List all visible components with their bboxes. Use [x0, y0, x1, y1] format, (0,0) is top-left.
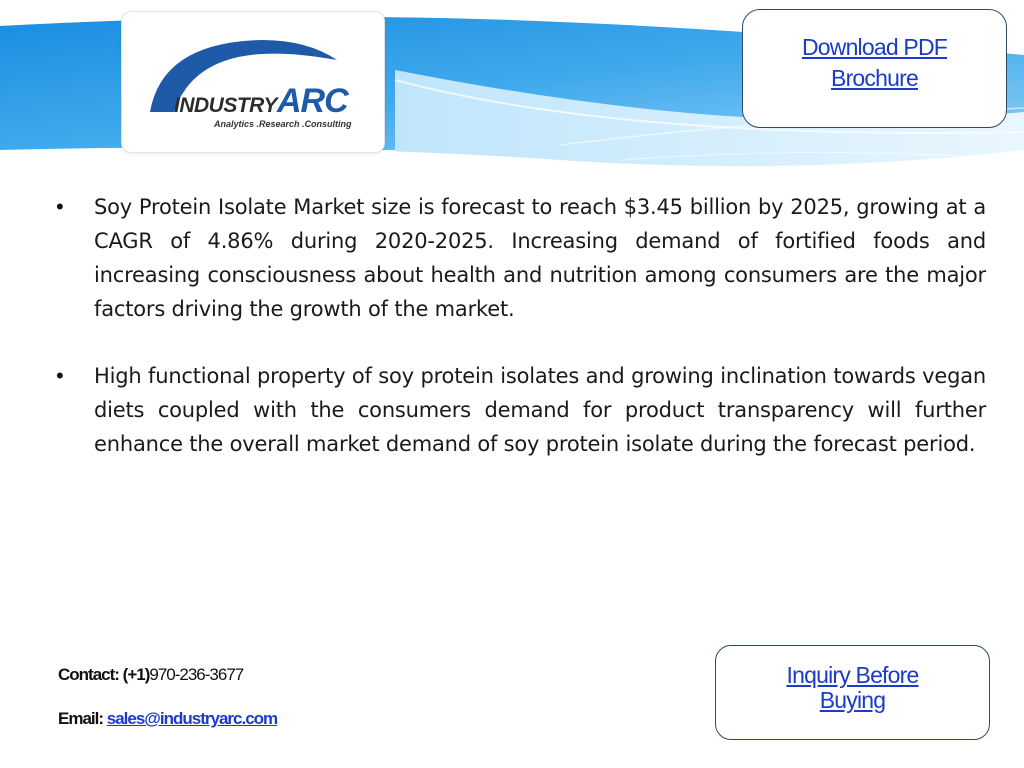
- logo-name-arc: ARC: [276, 82, 348, 120]
- list-item: [56, 190, 986, 326]
- list-item: [56, 359, 986, 461]
- contact-phone: [58, 665, 243, 685]
- contact-email: [58, 709, 277, 729]
- inquiry-box: [715, 645, 990, 740]
- email-label: Email:: [58, 709, 104, 728]
- email-link[interactable]: sales@industryarc.com: [106, 709, 278, 728]
- logo-card: [121, 11, 385, 153]
- logo-wordmark: [174, 82, 348, 121]
- content-bullets: [56, 190, 986, 494]
- download-brochure-box: [742, 9, 1007, 128]
- bullet-text: Soy Protein Isolate Market size is forecast to reach $3.45 billion by 2025, growing at a CAGR of 4.86% during 2020-2025. Increasing demand of fortified foods and increasing consciousness about health and nutrition among consumers are the major factors driving the growth of the market.: [94, 195, 986, 321]
- bullet-text: High functional property of soy protein isolates and growing inclination towards vegan diets coupled with the consumers demand for product transparency will further enhance the overall market demand of soy protein isolate during the forecast period.: [94, 364, 986, 456]
- contact-number: 970-236-3677: [149, 665, 244, 684]
- contact-label: Contact: (+1): [58, 665, 150, 684]
- inquiry-before-buying-link[interactable]: Inquiry Before Buying: [786, 662, 919, 713]
- download-brochure-link[interactable]: Download PDF Brochure: [801, 33, 948, 91]
- bullet-dot-icon: •: [56, 194, 64, 219]
- bullet-dot-icon: •: [56, 363, 64, 388]
- logo-tagline: Analytics .Research .Consulting: [214, 119, 352, 129]
- logo-name-industry: INDUSTRY: [174, 94, 277, 117]
